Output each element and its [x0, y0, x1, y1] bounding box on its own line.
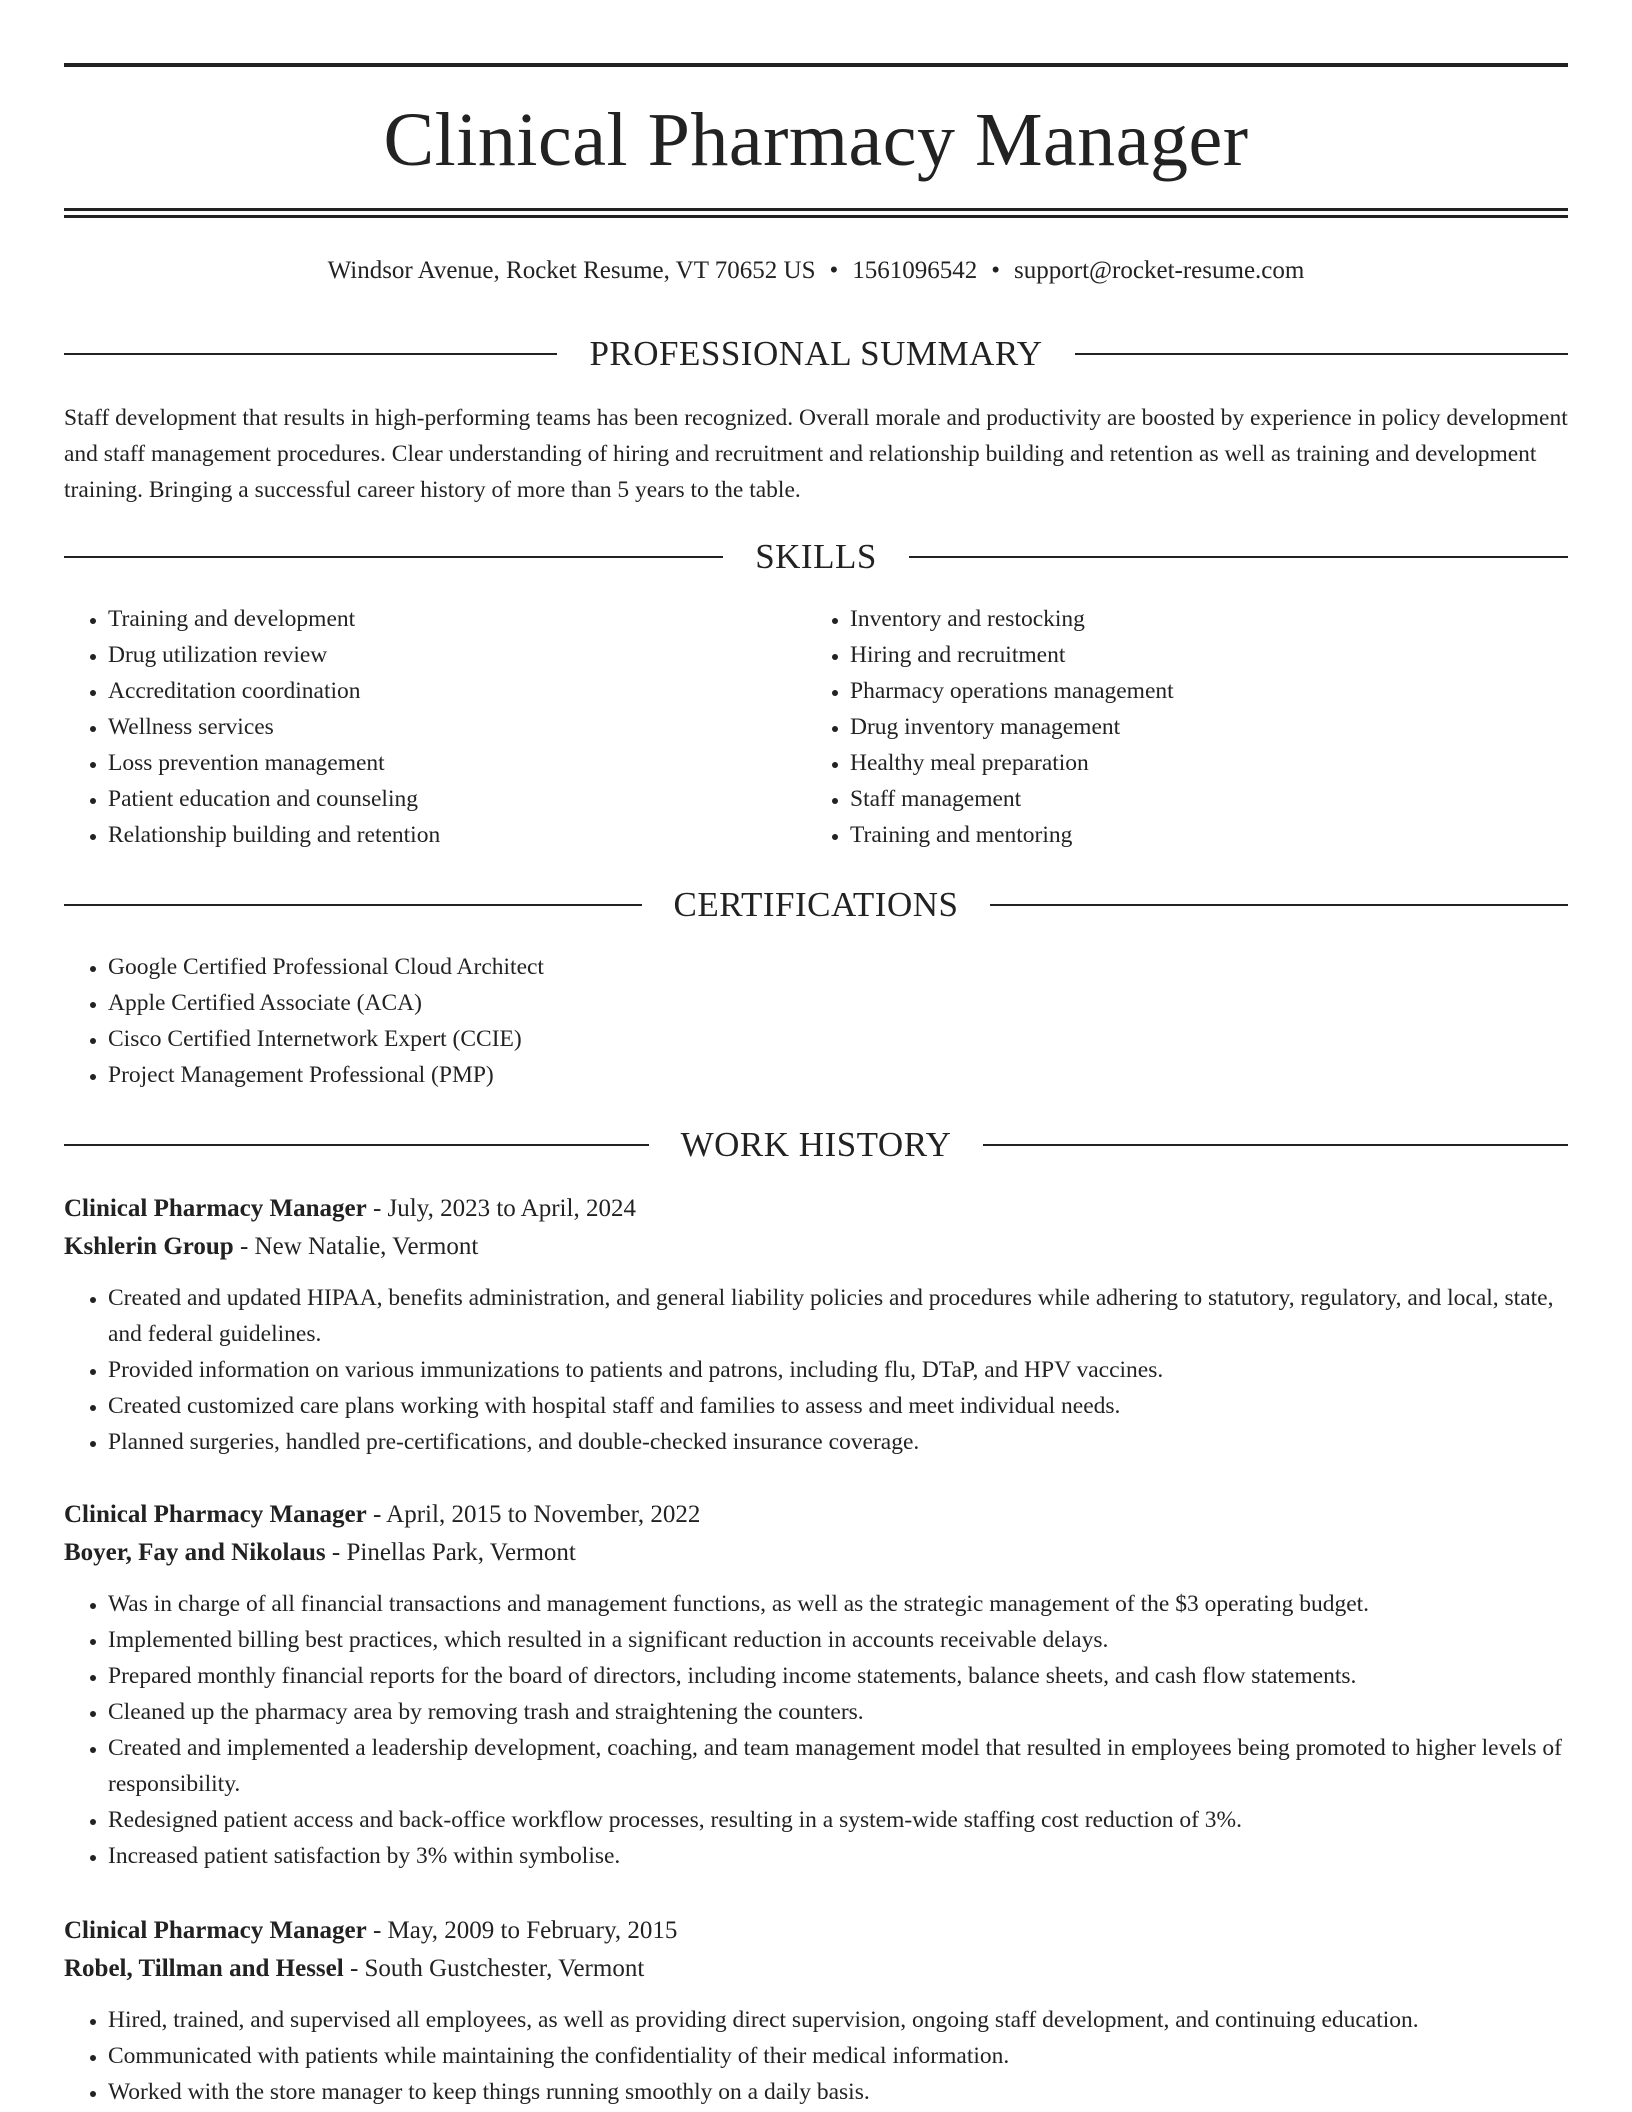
certification-item: • Cisco Certified Internetwork Expert (CCIE) — [108, 1021, 1568, 1057]
job-duties-list — [64, 1280, 1568, 1460]
certification-item: • Google Certified Professional Cloud Architect — [108, 949, 1568, 985]
skills-section-heading — [64, 535, 1568, 579]
divider-line — [64, 1144, 649, 1146]
job-company: Kshlerin Group — [64, 1233, 234, 1260]
job-duty-item: • Prepared monthly financial reports for the board of directors, including income statements, balance sheets, and cash flow statements. — [108, 1658, 1568, 1694]
job-duties-list — [64, 1586, 1568, 1874]
job-dates: - July, 2023 to April, 2024 — [366, 1195, 636, 1222]
skills-list — [806, 601, 1548, 853]
job-company-line — [64, 1228, 1568, 1266]
job-duty-item: • Increased patient satisfaction by 3% within symbolise. — [108, 1838, 1568, 1874]
double-rule — [64, 208, 1568, 218]
job-duty-item: • Was in charge of all financial transactions and management functions, as well as the strategic management of the $3 operating budget. — [108, 1586, 1568, 1622]
job-entry — [64, 1496, 1568, 1874]
contact-separator: • — [829, 257, 839, 284]
skills-columns — [64, 601, 1568, 853]
divider-line — [990, 904, 1568, 906]
job-company-line — [64, 1534, 1568, 1572]
skill-item: • Training and development — [108, 601, 806, 637]
summary-heading: PROFESSIONAL SUMMARY — [589, 334, 1043, 373]
job-location: - New Natalie, Vermont — [233, 1233, 479, 1260]
job-duty-item: • Created customized care plans working with hospital staff and families to assess and meet individual needs. — [108, 1388, 1568, 1424]
work-section-heading — [64, 1123, 1568, 1167]
job-duty-item: • Hired, trained, and supervised all employees, as well as providing direct supervision, ongoing staff development, and continuing education. — [108, 2002, 1568, 2038]
certifications-list — [64, 949, 1568, 1093]
job-duty-item: • Worked with the store manager to keep things running smoothly on a daily basis. — [108, 2074, 1568, 2110]
job-duty-item: • Redesigned patient access and back-office workflow processes, resulting in a system-wide staffing cost reduction of 3%. — [108, 1802, 1568, 1838]
skill-item: • Relationship building and retention — [108, 817, 806, 853]
job-company-line — [64, 1950, 1568, 1988]
job-duty-item: • Communicated with patients while maintaining the confidentiality of their medical information. — [108, 2038, 1568, 2074]
skill-item: • Healthy meal preparation — [850, 745, 1548, 781]
skill-item: • Staff management — [850, 781, 1548, 817]
divider-line — [64, 904, 642, 906]
skills-heading: SKILLS — [755, 537, 877, 576]
certifications-block — [64, 949, 1568, 1093]
job-title-line — [64, 1496, 1568, 1534]
divider-line — [1075, 353, 1568, 355]
job-duty-item: • Planned surgeries, handled pre-certifications, and double-checked insurance coverage. — [108, 1424, 1568, 1460]
skills-list — [64, 601, 806, 853]
skill-item: • Accreditation coordination — [108, 673, 806, 709]
divider-line — [64, 556, 723, 558]
skill-item: • Inventory and restocking — [850, 601, 1548, 637]
skill-item: • Wellness services — [108, 709, 806, 745]
job-duty-item: • Implemented billing best practices, which resulted in a significant reduction in accounts receivable delays. — [108, 1622, 1568, 1658]
certifications-section-heading — [64, 883, 1568, 927]
job-company: Robel, Tillman and Hessel — [64, 1955, 344, 1982]
job-duty-item: • Cleaned up the pharmacy area by removing trash and straightening the counters. — [108, 1694, 1568, 1730]
skill-item: • Pharmacy operations management — [850, 673, 1548, 709]
job-dates: - April, 2015 to November, 2022 — [366, 1501, 701, 1528]
job-title: Clinical Pharmacy Manager — [64, 1195, 367, 1222]
skill-item: • Drug utilization review — [108, 637, 806, 673]
job-title: Clinical Pharmacy Manager — [64, 1917, 367, 1944]
certification-item: • Project Management Professional (PMP) — [108, 1057, 1568, 1093]
job-title-line — [64, 1912, 1568, 1950]
skill-item: • Hiring and recruitment — [850, 637, 1548, 673]
job-duty-item: • Provided information on various immunizations to patients and patrons, including flu, DTaP, and HPV vaccines. — [108, 1352, 1568, 1388]
contact-address: Windsor Avenue, Rocket Resume, VT 70652 US — [327, 257, 816, 284]
job-company: Boyer, Fay and Nikolaus — [64, 1539, 326, 1566]
job-duties-list — [64, 2002, 1568, 2110]
job-entry — [64, 1912, 1568, 2110]
job-dates: - May, 2009 to February, 2015 — [366, 1917, 678, 1944]
job-entry — [64, 1190, 1568, 1460]
skill-item: • Loss prevention management — [108, 745, 806, 781]
skill-item: • Training and mentoring — [850, 817, 1548, 853]
divider-line — [983, 1144, 1568, 1146]
work-heading: WORK HISTORY — [680, 1125, 952, 1164]
job-duty-item: • Created and implemented a leadership development, coaching, and team management model that resulted in employees being promoted to higher levels of responsibility. — [108, 1730, 1568, 1802]
summary-text: Staff development that results in high-performing teams has been recognized. Overall morale and productivity are boosted by experience in policy development and staff management procedures. Clear understanding of hiring and recruitment and relationship building and retention as well as training and development training. Bringing a successful career history of more than 5 years to the table. — [64, 405, 1568, 503]
summary-section-heading — [64, 332, 1568, 376]
skill-item: • Patient education and counseling — [108, 781, 806, 817]
skill-item: • Drug inventory management — [850, 709, 1548, 745]
job-title-line — [64, 1190, 1568, 1228]
page-title: Clinical Pharmacy Manager — [383, 98, 1249, 182]
certifications-heading: CERTIFICATIONS — [673, 885, 959, 924]
job-duty-item: • Created and updated HIPAA, benefits administration, and general liability policies and procedures while adhering to statutory, regulatory, and local, state, and federal guidelines. — [108, 1280, 1568, 1352]
top-rule — [64, 63, 1568, 67]
job-location: - South Gustchester, Vermont — [343, 1955, 645, 1982]
job-location: - Pinellas Park, Vermont — [325, 1539, 576, 1566]
contact-email: support@rocket-resume.com — [1014, 257, 1305, 284]
divider-line — [909, 556, 1568, 558]
divider-line — [64, 353, 557, 355]
job-title: Clinical Pharmacy Manager — [64, 1501, 367, 1528]
contact-separator: • — [991, 257, 1001, 284]
skills-column-right — [806, 601, 1548, 853]
contact-phone: 1561096542 — [852, 257, 978, 284]
certification-item: • Apple Certified Associate (ACA) — [108, 985, 1568, 1021]
skills-column-left — [64, 601, 806, 853]
contact-line — [64, 254, 1568, 288]
